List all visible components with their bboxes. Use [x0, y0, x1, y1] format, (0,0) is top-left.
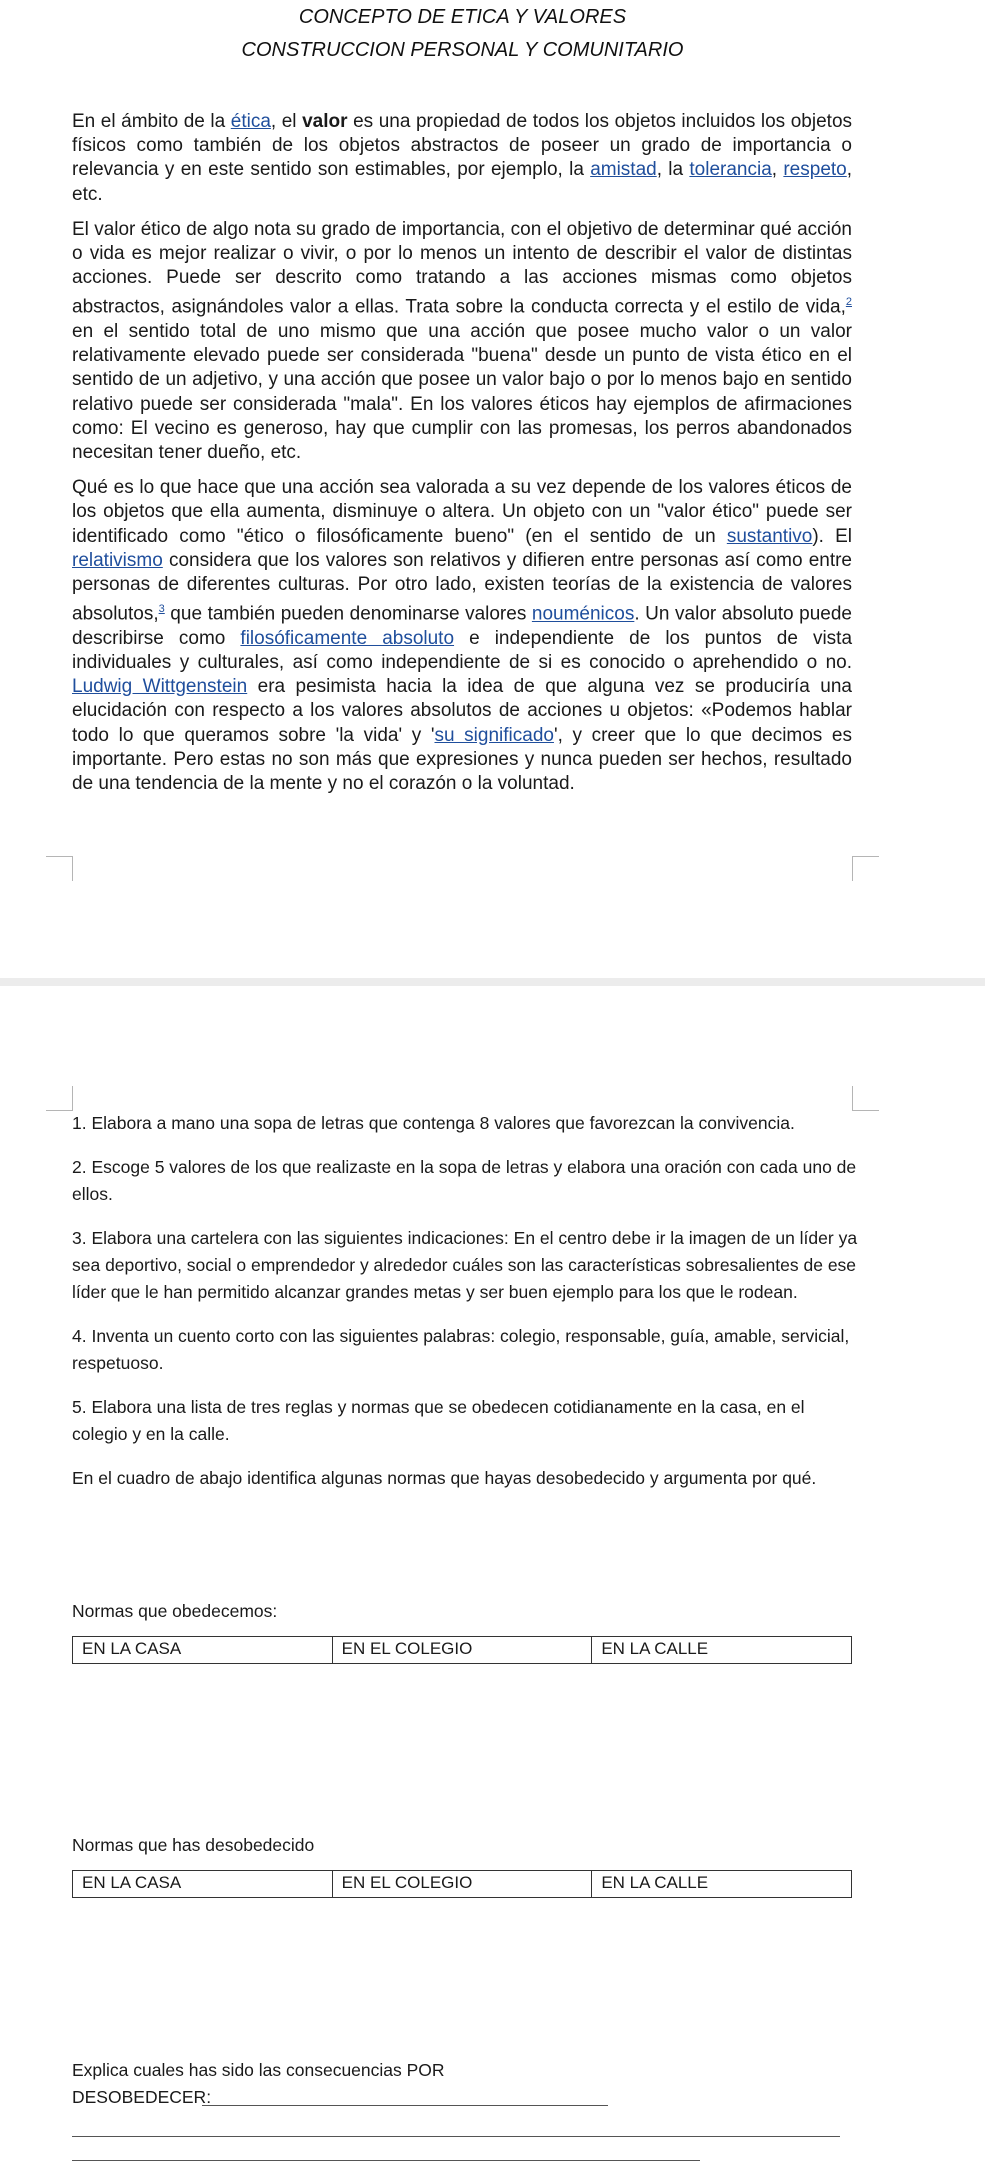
answer-line[interactable]	[72, 2160, 700, 2161]
link-su-significado[interactable]: su significado	[434, 724, 554, 746]
page-margin-corner-top-right	[852, 1086, 879, 1111]
paragraph-2: El valor ético de algo nota su grado de importancia, con el objetivo de determinar qué acción o vida es mejor realizar o vivir, o por lo menos un intento de describir el valor de distintas acciones. Puede ser descrito como tratando a las acciones mismas como objetos abstractos, asignándoles valor a ellas. Trata sobre la conducta correcta y el estilo de vida,$^2$ en el sentido total de uno mismo que una acción que posee mucho valor o un valor relativamente elevado puede ser considerada "buena" desde un punto de vista ético en el sentido de un adjetivo, y una acción que posee un valor bajo o por lo menos bajo en sentido relativo puede ser considerada "mala". En los valores éticos hay ejemplos de afirmaciones como: El vecino es generoso, hay que cumplir con las promesas, los perros abandonados necesitan tener dueño, etc.	[72, 218, 852, 463]
table-caption-obey: Normas que obedecemos:	[72, 1601, 278, 1621]
page-margin-corner-top-left	[46, 1086, 73, 1111]
link-wittgenstein[interactable]: Ludwig Wittgenstein	[72, 676, 248, 698]
paragraph-1: En el ámbito de la ética, el valor es una propiedad de todos los objetos incluidos los objetos físicos como también de los objetos abstractos de poseer un grado de importancia o relevancia y en este sentido son estimables, por ejemplo, la amistad, la tolerancia, respeto, etc.	[72, 111, 853, 205]
table-header: EN LA CALLE	[592, 1871, 852, 1898]
link-respeto[interactable]: respeto	[783, 159, 847, 181]
page-separator	[0, 978, 985, 986]
footnote-ref-2[interactable]: 2	[845, 296, 852, 309]
explain-prompt-line-2: DESOBEDECER:	[72, 2087, 212, 2107]
page-margin-corner-bottom-right	[852, 856, 879, 881]
task-item: 3. Elabora una cartelera con las siguientes indicaciones: En el centro debe ir la imagen de un líder ya sea deportivo, social o emprendedor y alrededor cuáles son las características sobresalientes de ese líder que le han permitido alcanzar grandes metas y ser buen ejemplo para los que le rodean.	[72, 1228, 858, 1302]
task-item: 1. Elabora a mano una sopa de letras que contenga 8 valores que favorezcan la convivencia.	[72, 1113, 795, 1133]
task-item: 2. Escoge 5 valores de los que realizaste en la sopa de letras y elabora una oración con cada uno de ellos.	[72, 1157, 857, 1204]
paragraph-3: Qué es lo que hace que una acción sea valorada a su vez depende de los valores éticos de los objetos que ella aumenta, disminuye o altera. Un objeto con un "valor ético" puede ser identificado como "ético o filosóficamente bueno" (en el sentido de un sustantivo). El relativismo considera que los valores son relativos y difieren entre personas así como entre personas de diferentes culturas. Por otro lado, existen teorías de la existencia de valores absolutos,$^3$ que también pueden denominarse valores nouménicos. Un valor absoluto puede describirse como filosóficamente absoluto e independiente de los puntos de vista individuales y culturales, así como independiente de si es conocido o aprehendido o no. Ludwig Wittgenstein era pesimista hacia la idea de que alguna vez se produciría una elucidación con respecto a los valores absolutos de acciones u objetos: «Podemos hablar todo lo que queramos sobre 'la vida' y 'su significado', y creer que lo que decimos es importante. Pero estas no son más que expresiones y nunca pueden ser hechos, resultado de una tendencia de la mente y no el corazón o la voluntad.	[72, 477, 853, 794]
link-tolerancia[interactable]: tolerancia	[689, 159, 772, 181]
link-amistad[interactable]: amistad	[590, 159, 657, 181]
document-page-2	[0, 986, 985, 2171]
page-margin-corner-bottom-left	[46, 856, 73, 881]
article-body	[72, 110, 852, 807]
document-title: CONCEPTO DE ETICA Y VALORES	[298, 6, 627, 28]
norms-disobeyed-table	[72, 1870, 852, 1898]
table-header: EN EL COLEGIO	[332, 1871, 592, 1898]
link-sustantivo[interactable]: sustantivo	[726, 525, 813, 547]
answer-line[interactable]	[72, 2136, 840, 2137]
task-instruction: En el cuadro de abajo identifica algunas normas que hayas desobedecido y argumenta por qué.	[72, 1468, 817, 1488]
link-filosoficamente-absoluto[interactable]: filosóficamente absoluto	[240, 627, 455, 649]
answer-line[interactable]	[202, 2105, 608, 2106]
task-list	[72, 1110, 862, 1509]
table-header: EN LA CALLE	[592, 1637, 852, 1664]
document-page-1	[0, 0, 985, 978]
table-caption-disobey: Normas que has desobedecido	[72, 1835, 315, 1855]
footnote-ref-3[interactable]: 3	[158, 603, 165, 616]
norms-obeyed-table	[72, 1636, 852, 1664]
link-relativismo[interactable]: relativismo	[72, 549, 163, 571]
link-etica[interactable]: ética	[230, 111, 271, 132]
table-header: EN EL COLEGIO	[332, 1637, 592, 1664]
explain-prompt-line-1: Explica cuales has sido las consecuencias POR	[72, 2060, 445, 2080]
task-item: 5. Elabora una lista de tres reglas y normas que se obedecen cotidianamente en la casa, en el colegio y en la calle.	[72, 1397, 805, 1444]
task-item: 4. Inventa un cuento corto con las siguientes palabras: colegio, responsable, guía, amable, servicial, respetuoso.	[72, 1326, 850, 1373]
table-header: EN LA CASA	[73, 1871, 333, 1898]
link-noumenicos[interactable]: nouménicos	[531, 603, 635, 625]
document-subtitle: CONSTRUCCION PERSONAL Y COMUNITARIO	[241, 39, 684, 61]
table-header: EN LA CASA	[73, 1637, 333, 1664]
